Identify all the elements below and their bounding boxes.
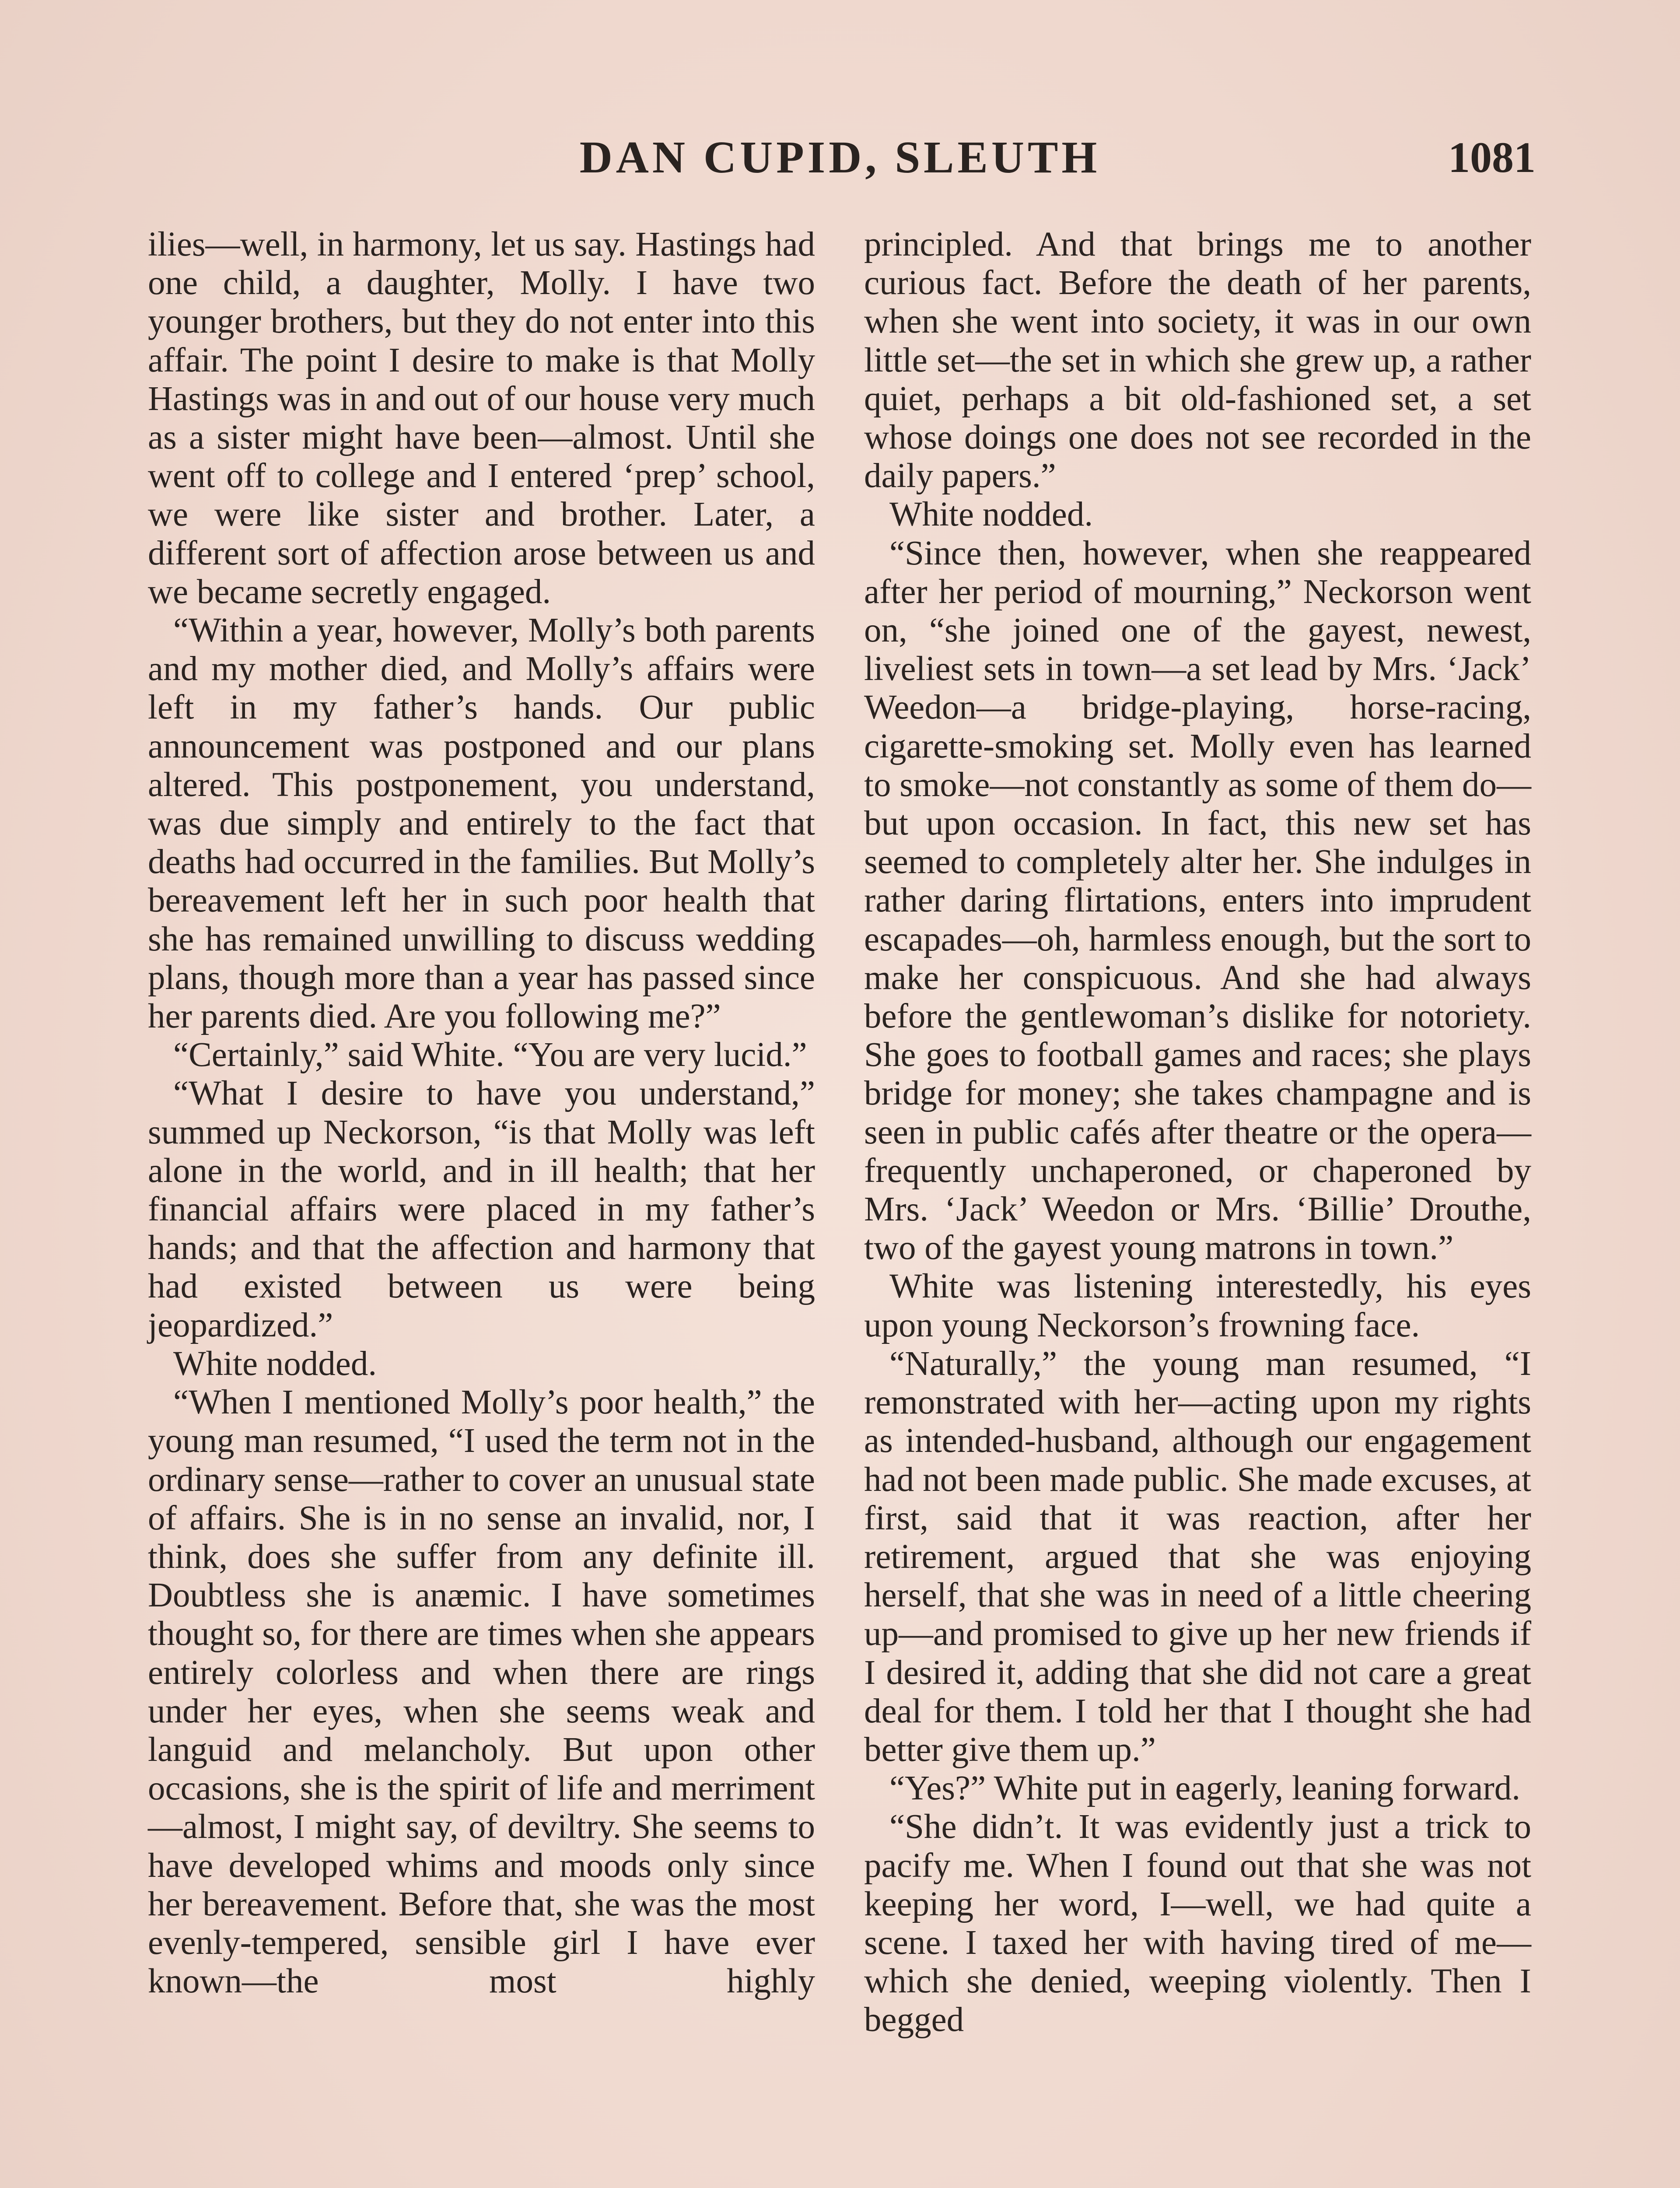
text-columns	[148, 225, 1539, 2188]
page-number: 1081	[1448, 133, 1536, 182]
paragraph: “Within a year, however, Molly’s both parents and my mother died, and Molly’s affairs were left in my father’s hands. Our public announcement was postponed and our plans altered. This postponement, you understand, was due simply and entirely to the fact that deaths had occurred in the families. But Molly’s bereavement left her in such poor health that she has remained unwilling to discuss wedding plans, though more than a year has passed since her parents died. Are you following me?”	[148, 611, 815, 1036]
paragraph: White was listening interestedly, his eyes upon young Neckorson’s frowning face.	[864, 1267, 1531, 1344]
paragraph: “Naturally,” the young man resumed, “I remonstrated with her—acting upon my rights as intended-husband, although our engagement had not been made public. She made excuses, at first, said that it was reaction, after her retirement, argued that she was enjoying herself, that she was in need of a little cheering up—and promised to give up her new friends if I desired it, adding that she did not care a great deal for them. I told her that I thought she had better give them up.”	[864, 1344, 1531, 1769]
paragraph: White nodded.	[173, 1344, 377, 1383]
running-title: DAN CUPID, SLEUTH	[579, 132, 1101, 182]
paragraph: White nodded.	[889, 495, 1093, 534]
paragraph: “Since then, however, when she reappeared after her period of mourning,” Neckorson went on, “she joined one of the gayest, newest, liveliest sets in town—a set lead by Mrs. ‘Jack’ Weedon—a bridge-playing, horse-racing, cigarette-smoking set. Molly even has learned to smoke—not constantly as some of them do—but upon occasion. In fact, this new set has seemed to completely alter her. She indulges in rather daring flirtations, enters into imprudent escapades—oh, harmless enough, but the sort to make her conspicuous. And she had always before the gentlewoman’s dislike for notoriety. She goes to football games and races; she plays bridge for money; she takes champagne and is seen in public cafés after theatre or the opera—frequently unchaperoned, or chaperoned by Mrs. ‘Jack’ Weedon or Mrs. ‘Billie’ Drouthe, two of the gayest young matrons in town.”	[864, 534, 1531, 1267]
paragraph: “Yes?” White put in eagerly, leaning forward.	[889, 1769, 1521, 1808]
running-head	[0, 127, 1680, 188]
left-column	[148, 225, 815, 2001]
right-column	[864, 225, 1531, 2040]
paragraph: ilies—well, in harmony, let us say. Hastings had one child, a daughter, Molly. I have two younger brothers, but they do not enter into this affair. The point I desire to make is that Molly Hastings was in and out of our house very much as a sister might have been—almost. Until she went off to college and I entered ‘prep’ school, we were like sister and brother. Later, a different sort of affection arose between us and we became secretly engaged.	[148, 225, 815, 611]
paragraph: “She didn’t. It was evidently just a trick to pacify me. When I found out that she was not keeping her word, I—well, we had quite a scene. I taxed her with having tired of me—which she denied, weeping violently. Then I begged	[864, 1808, 1531, 2039]
paragraph: principled. And that brings me to another curious fact. Before the death of her parents, when she went into society, it was in our own little set—the set in which she grew up, a rather quiet, perhaps a bit old-fashioned set, a set whose doings one does not see recorded in the daily papers.”	[864, 225, 1531, 495]
paragraph: “What I desire to have you understand,” summed up Neckorson, “is that Molly was left alone in the world, and in ill health; that her financial affairs were placed in my father’s hands; and that the affection and harmony that had existed between us were being jeopardized.”	[148, 1074, 815, 1344]
paragraph: “When I mentioned Molly’s poor health,” the young man resumed, “I used the term not in the ordinary sense—rather to cover an unusual state of affairs. She is in no sense an invalid, nor, I think, does she suffer from any definite ill. Doubtless she is anæmic. I have sometimes thought so, for there are times when she appears entirely colorless and when there are rings under her eyes, when she seems weak and languid and melancholy. But upon other occasions, she is the spirit of life and merriment—almost, I might say, of deviltry. She seems to have developed whims and moods only since her bereavement. Before that, she was the most evenly-tempered, sensible girl I have ever known—the most highly	[148, 1383, 815, 2001]
paragraph: “Certainly,” said White. “You are very lucid.”	[173, 1036, 807, 1074]
